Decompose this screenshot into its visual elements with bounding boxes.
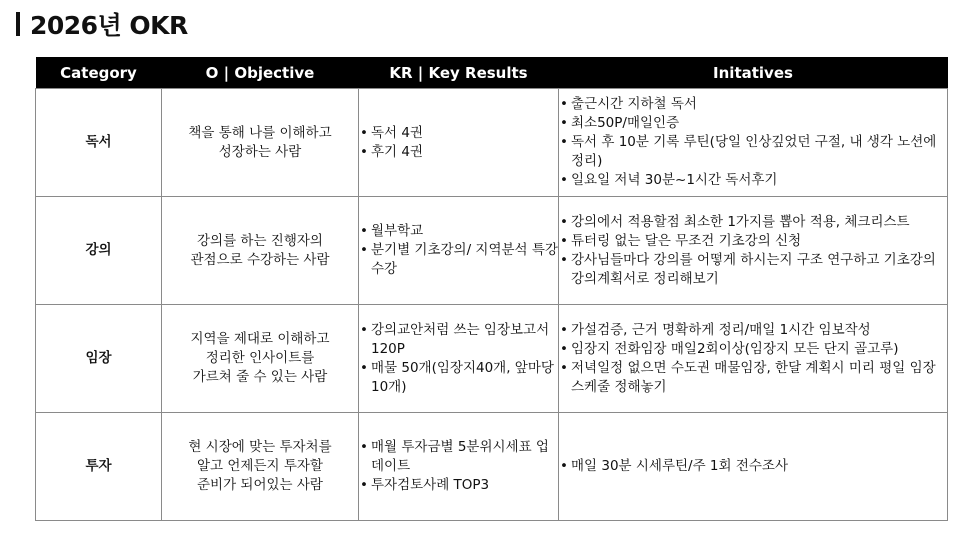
initiative-item: • 최소50P/매일인증 [571, 114, 947, 133]
key-result-item: • 분기별 기초강의/ 지역분석 특강 수강 [371, 241, 558, 279]
category-cell: 독서 [36, 89, 162, 197]
objective-line: 현 시장에 맞는 투자처를 [188, 439, 332, 455]
header-key-results: KR | Key Results [359, 57, 559, 89]
initiatives-cell [559, 89, 948, 197]
key-result-item: • 매월 투자금별 5분위시세표 업데이트 [371, 438, 558, 476]
key-results-list [359, 222, 558, 279]
key-results-cell [359, 305, 559, 413]
key-results-list [359, 438, 558, 495]
initiative-item: • 독서 후 10분 기록 루틴(당일 인상깊었던 구절, 내 생각 노션에 정리) [571, 133, 947, 171]
okr-table [35, 57, 948, 521]
initiative-item: • 강의에서 적용할점 최소한 1가지를 뽑아 적용, 체크리스트 [571, 213, 947, 232]
key-result-item: • 강의교안처럼 쓰는 임장보고서 120P [371, 321, 558, 359]
page-title-text: 2026년 OKR [30, 11, 188, 40]
objective-line: 책을 통해 나를 이해하고 [188, 124, 332, 141]
table-row [36, 197, 948, 305]
header-objective: O | Objective [162, 57, 359, 89]
initiatives-list [559, 457, 947, 476]
initiative-item: • 일요일 저녁 30분~1시간 독서후기 [571, 171, 947, 190]
key-result-item: • 후기 4권 [371, 143, 558, 162]
initiatives-cell [559, 413, 948, 521]
objective-line: 알고 언제든지 투자할 [197, 458, 323, 474]
key-results-list [359, 321, 558, 397]
objective-cell [162, 413, 359, 521]
initiative-item: • 튜터링 없는 달은 무조건 기초강의 신청 [571, 232, 947, 251]
category-cell: 투자 [36, 413, 162, 521]
key-result-item: • 매물 50개(임장지40개, 앞마당10개) [371, 359, 558, 397]
initiatives-cell [559, 197, 948, 305]
key-result-item: • 독서 4권 [371, 124, 558, 143]
page-title [16, 6, 188, 42]
objective-line: 정리한 인사이트를 [205, 350, 315, 366]
objective-line: 준비가 되어있는 사람 [197, 477, 323, 493]
table-row [36, 305, 948, 413]
key-result-item: • 투자검토사례 TOP3 [371, 476, 558, 495]
initiatives-list [559, 95, 947, 190]
key-results-cell [359, 197, 559, 305]
table-row [36, 89, 948, 197]
initiatives-list [559, 321, 947, 397]
objective-line: 성장하는 사람 [218, 143, 302, 160]
initiative-item: • 매일 30분 시세루틴/주 1회 전수조사 [571, 457, 947, 476]
objective-line: 지역을 제대로 이해하고 [190, 331, 330, 347]
initiative-item: • 출근시간 지하철 독서 [571, 95, 947, 114]
title-bar-decoration [16, 12, 20, 36]
objective-line: 가르쳐 줄 수 있는 사람 [192, 369, 328, 385]
header-initiatives: Initatives [559, 57, 948, 89]
initiative-item: • 임장지 전화임장 매일2회이상(임장지 모든 단지 골고루) [571, 340, 947, 359]
key-results-cell [359, 413, 559, 521]
initiative-item: • 강사님들마다 강의를 어떻게 하시는지 구조 연구하고 기초강의 강의계획서로 정리해보기 [571, 251, 947, 289]
initiatives-cell [559, 305, 948, 413]
key-results-cell [359, 89, 559, 197]
objective-line: 관점으로 수강하는 사람 [190, 251, 330, 268]
category-cell: 강의 [36, 197, 162, 305]
objective-line: 강의를 하는 진행자의 [197, 232, 323, 249]
objective-cell [162, 197, 359, 305]
category-cell: 임장 [36, 305, 162, 413]
initiative-item: • 가설검증, 근거 명확하게 정리/매일 1시간 임보작성 [571, 321, 947, 340]
initiative-item: • 저녁일정 없으면 수도권 매물임장, 한달 계획시 미리 평일 임장 스케줄 정해놓기 [571, 359, 947, 397]
table-header-row [36, 57, 948, 89]
key-results-list [359, 124, 558, 162]
objective-cell [162, 305, 359, 413]
key-result-item: • 월부학교 [371, 222, 558, 241]
header-category: Category [36, 57, 162, 89]
objective-cell [162, 89, 359, 197]
table-row [36, 413, 948, 521]
initiatives-list [559, 213, 947, 289]
